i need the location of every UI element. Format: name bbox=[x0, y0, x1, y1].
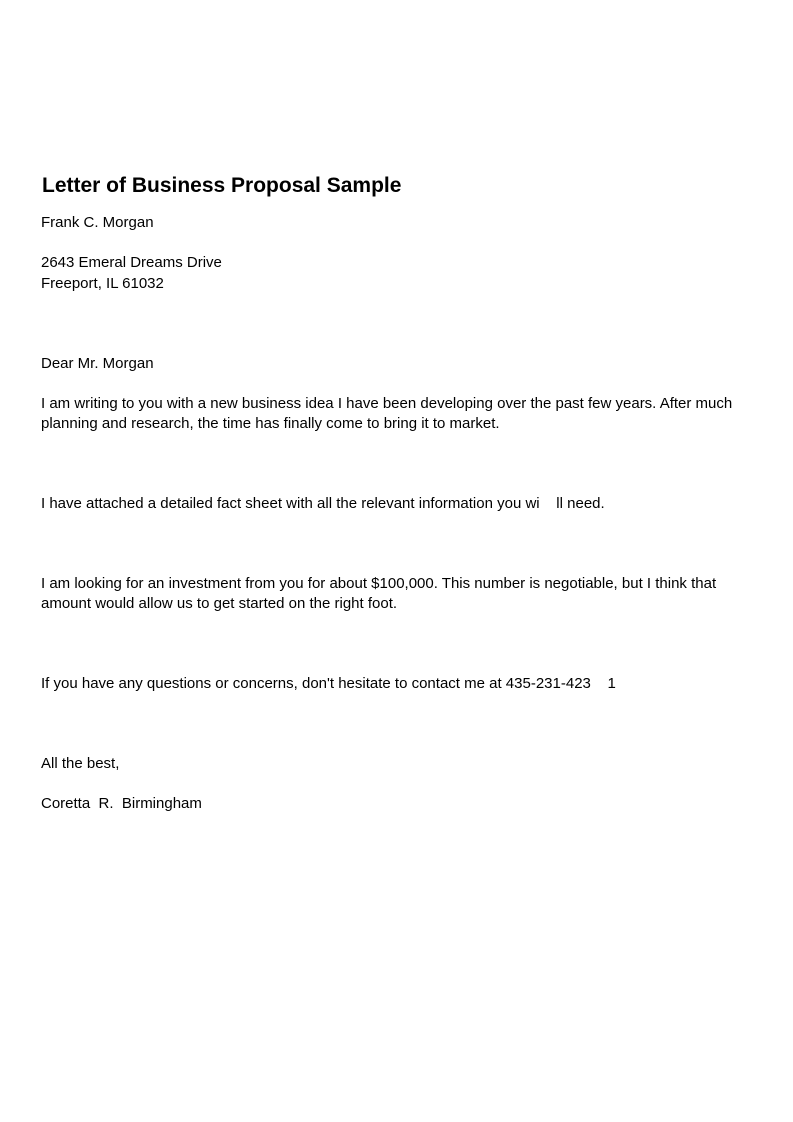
closing: All the best, bbox=[41, 755, 120, 772]
body-paragraph-1: I am writing to you with a new business idea I have been developing over the past few years. After much planning and research, the time has finally come to bring it to market. bbox=[41, 395, 733, 432]
recipient-name: Frank C. Morgan bbox=[41, 214, 154, 231]
body-paragraph-4: If you have any questions or concerns, don't hesitate to contact me at 435-231-423 1 bbox=[41, 675, 616, 692]
letter-title: Letter of Business Proposal Sample bbox=[42, 174, 402, 197]
signature: Coretta R. Birmingham bbox=[41, 795, 202, 812]
body-paragraph-3: I am looking for an investment from you for about $100,000. This number is negotiable, but I think that amount would allow us to get started on the right foot. bbox=[41, 575, 717, 612]
body-paragraph-2: I have attached a detailed fact sheet with all the relevant information you wi ll need. bbox=[41, 495, 605, 512]
address-line-1: 2643 Emeral Dreams Drive bbox=[41, 254, 222, 271]
address-line-2: Freeport, IL 61032 bbox=[41, 275, 164, 292]
salutation: Dear Mr. Morgan bbox=[41, 355, 154, 372]
